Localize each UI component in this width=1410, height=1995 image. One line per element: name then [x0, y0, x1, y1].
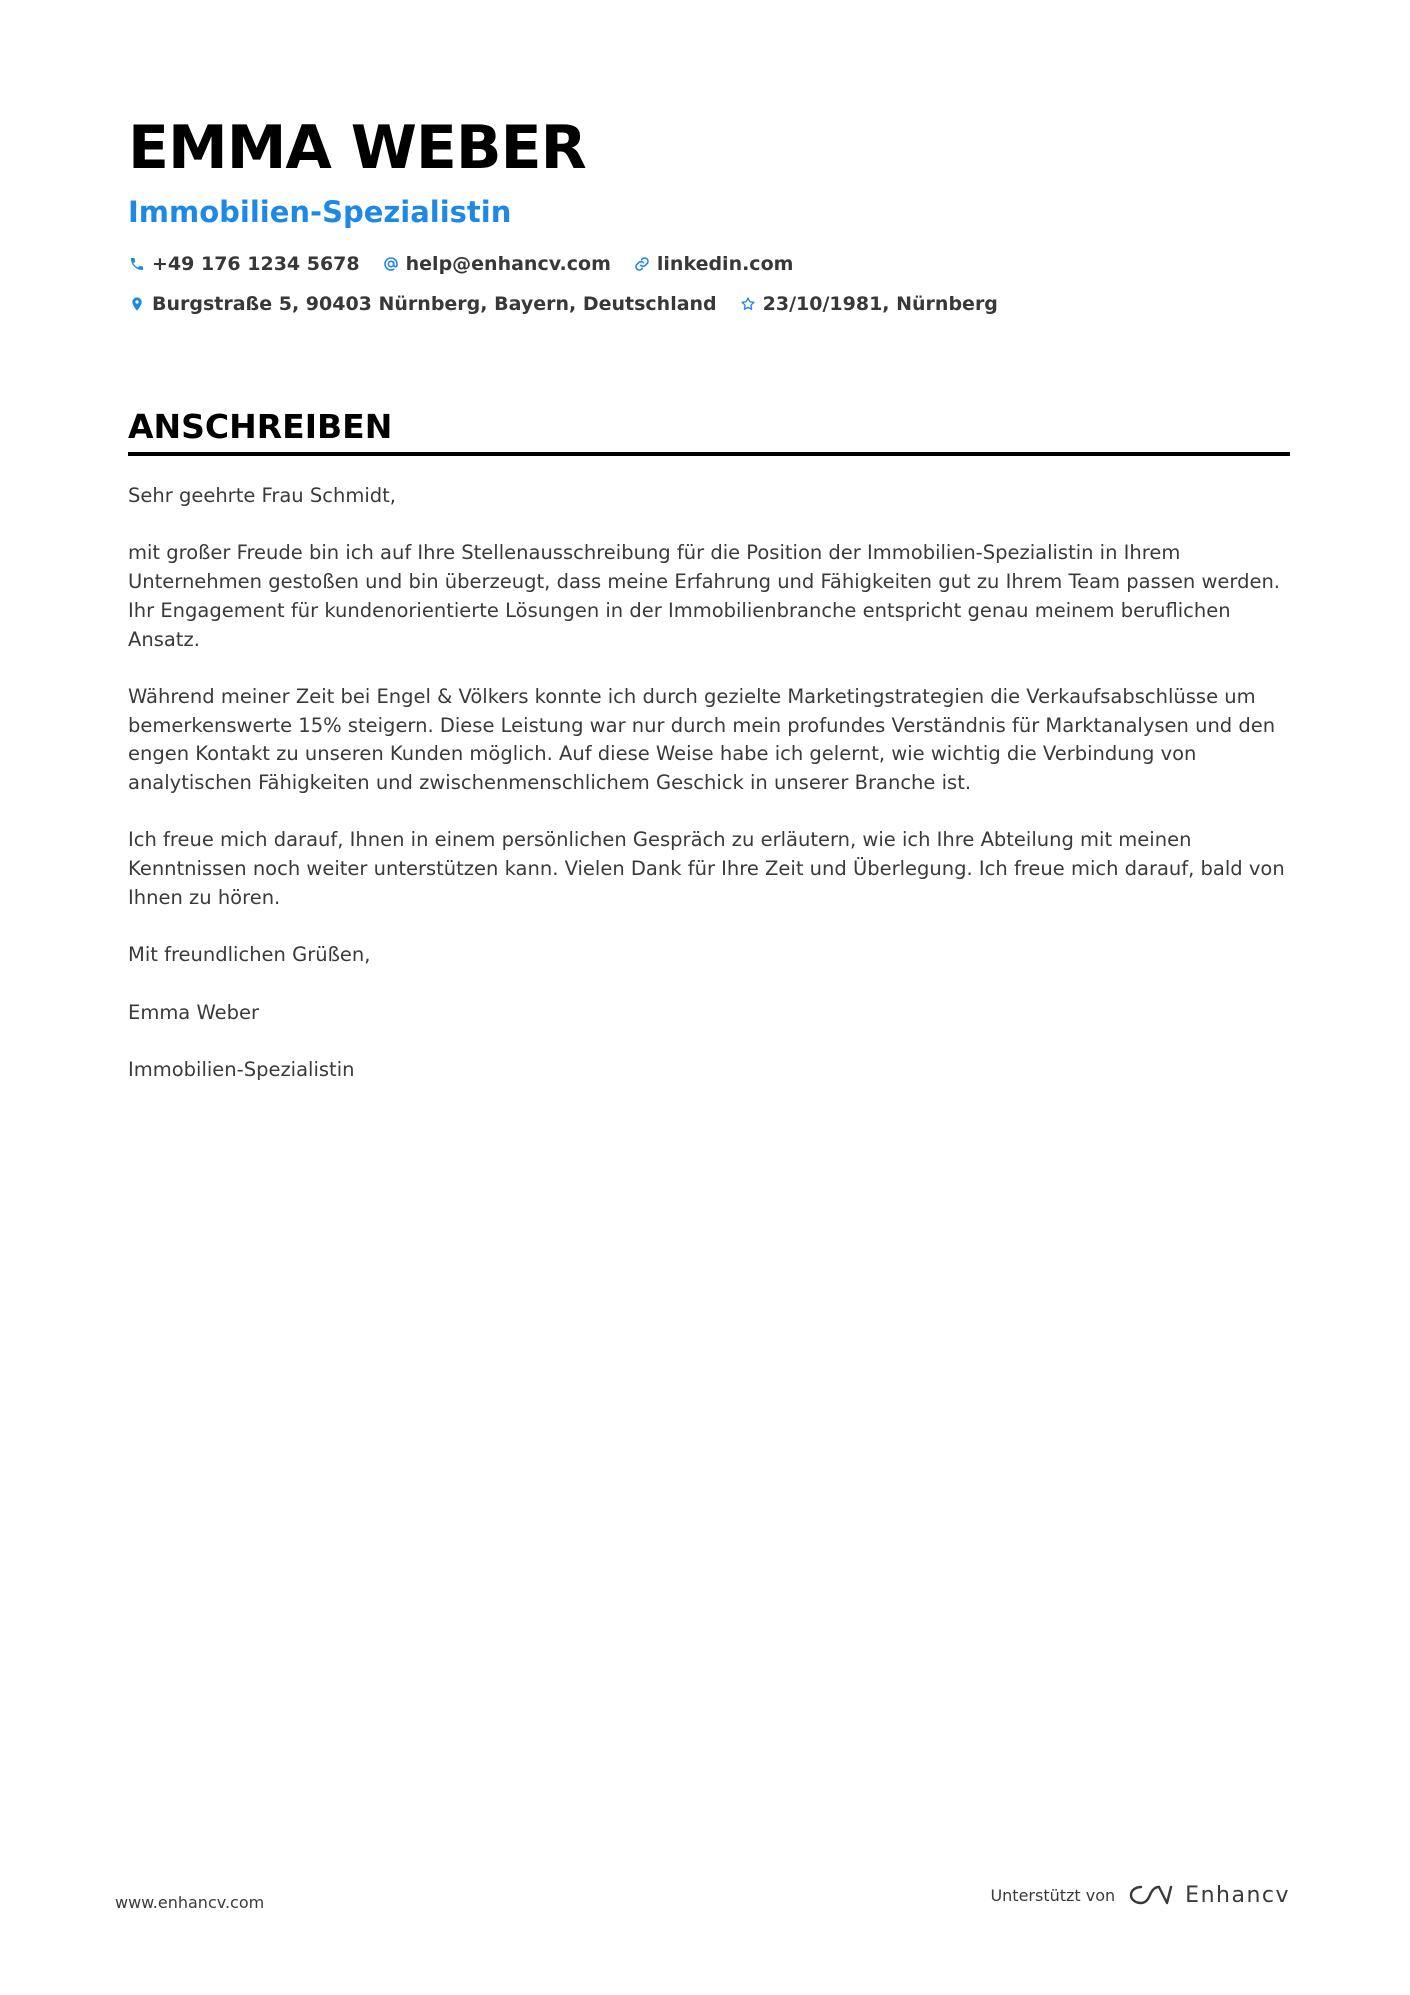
star-icon — [739, 295, 757, 313]
candidate-role: Immobilien-Spezialistin — [128, 195, 512, 229]
contact-linkedin[interactable] — [633, 253, 794, 275]
email-text: help@enhancv.com — [405, 253, 611, 275]
footer-website[interactable]: www.enhancv.com — [115, 1893, 265, 1912]
signature-name: Emma Weber — [128, 1000, 259, 1024]
candidate-name: EMMA WEBER — [128, 113, 586, 183]
enhancv-logo-icon — [1127, 1882, 1173, 1908]
contact-email[interactable] — [382, 253, 611, 275]
section-divider — [128, 452, 1290, 456]
at-icon — [382, 255, 400, 273]
cover-letter-section — [128, 404, 1290, 1113]
letter-paragraph-2: Während meiner Zeit bei Engel & Völkers konnte ich durch gezielte Marketingstrategien die Verkaufsabschlüsse um bemerkenswerte 15% steigern. Diese Leistung war nur durch mein profundes Verständnis für Marktanalysen und den engen Kontakt zu unseren Kunden möglich. Auf diese Weise habe ich gelernt, wie wichtig die Verbindung von analytischen Fähigkeiten und zwischenmenschlichem Geschick in unserer Branche ist. — [128, 684, 1276, 794]
letter-closing: Mit freundlichen Grüßen, — [128, 943, 371, 967]
phone-icon — [128, 255, 146, 273]
birth-text: 23/10/1981, Nürnberg — [762, 293, 998, 315]
letter-body — [128, 482, 1290, 1085]
linkedin-text: linkedin.com — [656, 253, 794, 275]
letter-salutation: Sehr geehrte Frau Schmidt, — [128, 484, 396, 507]
contact-row-2 — [128, 284, 1290, 324]
letter-paragraph-3: Ich freue mich darauf, Ihnen in einem persönlichen Gespräch zu erläutern, wie ich Ihre Abteilung mit meinen Kenntnissen noch weiter unterstützen kann. Vielen Dank für Ihre Zeit und Überlegung. Ich freue mich darauf, bald von Ihnen zu hören. — [128, 828, 1285, 909]
contact-birth — [739, 293, 998, 315]
header — [128, 108, 1290, 324]
phone-text: +49 176 1234 5678 — [152, 253, 360, 275]
contact-row-1 — [128, 244, 1290, 284]
address-text: Burgstraße 5, 90403 Nürnberg, Bayern, Deutschland — [152, 293, 717, 315]
contact-phone[interactable] — [128, 253, 360, 275]
location-pin-icon — [128, 295, 146, 313]
letter-paragraph-1: mit großer Freude bin ich auf Ihre Stellenausschreibung für die Position der Immobilien-Spezialistin in Ihrem Unternehmen gestoßen und bin überzeugt, dass meine Erfahrung und Fähigkeiten gut zu Ihrem Team passen werden. Ihr Engagement für kundenorientierte Lösungen in der Immobilienbranche entspricht genau meinem beruflichen Ansatz. — [128, 541, 1280, 651]
section-title: ANSCHREIBEN — [128, 407, 393, 446]
contact-address — [128, 293, 717, 315]
footer-branding — [990, 1882, 1290, 1908]
enhancv-brand-name: Enhancv — [1185, 1882, 1290, 1908]
signature-role: Immobilien-Spezialistin — [128, 1057, 355, 1081]
link-icon — [633, 255, 651, 273]
powered-by-text: Unterstützt von — [990, 1885, 1116, 1905]
